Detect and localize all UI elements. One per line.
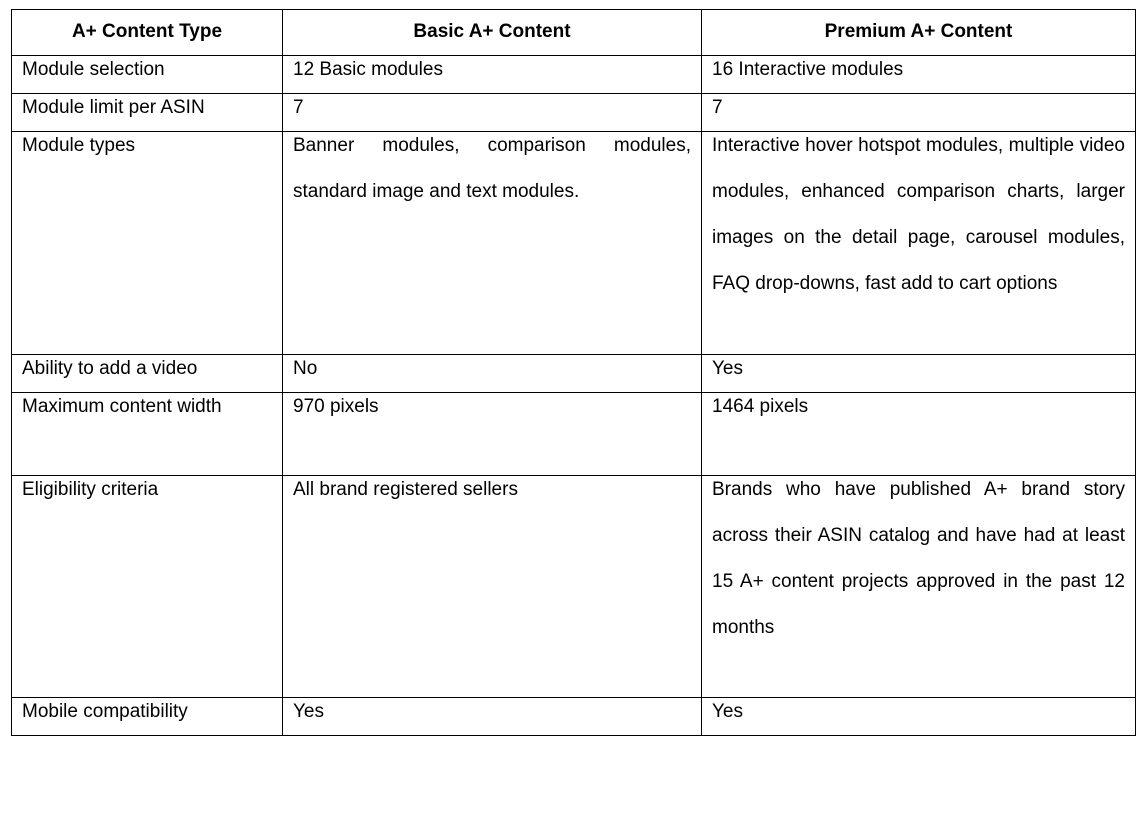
cell-text: Yes	[293, 701, 324, 722]
cell-text: Banner modules, comparison modules, standard image and text modules.	[293, 135, 691, 202]
basic-cell	[283, 132, 702, 355]
cell-text: Brands who have published A+ brand story across their ASIN catalog and have had at least 15 A+ content projects approved in the past 12 months	[712, 479, 1125, 638]
cell-text: Module types	[22, 135, 136, 156]
cell-text: 970 pixels	[293, 396, 379, 417]
cell-text: 1464 pixels	[712, 396, 809, 417]
cell-text: 12 Basic modules	[293, 59, 443, 80]
comparison-table-container	[11, 9, 1136, 736]
cell-text: 7	[293, 97, 304, 118]
table-row	[12, 476, 1136, 698]
header-basic-a-plus: Basic A+ Content	[283, 10, 702, 56]
row-label	[12, 132, 283, 355]
cell-text: Maximum content width	[22, 396, 222, 417]
premium-cell	[702, 393, 1136, 476]
cell-text: Module limit per ASIN	[22, 97, 205, 118]
cell-text: Ability to add a video	[22, 358, 198, 379]
cell-text: Interactive hover hotspot modules, multiple video modules, enhanced comparison charts, larger images on the detail page, carousel modules, FAQ drop-downs, fast add to cart options	[712, 135, 1125, 294]
header-premium-a-plus: Premium A+ Content	[702, 10, 1136, 56]
cell-text: Eligibility criteria	[22, 479, 159, 500]
cell-text: All brand registered sellers	[293, 479, 518, 500]
cell-text: Module selection	[22, 59, 165, 80]
premium-cell	[702, 476, 1136, 698]
cell-text: Yes	[712, 358, 743, 379]
basic-cell	[283, 393, 702, 476]
cell-text: Mobile compatibility	[22, 701, 188, 722]
table-row	[12, 132, 1136, 355]
table-row	[12, 698, 1136, 736]
cell-text: 7	[712, 97, 723, 118]
row-label	[12, 698, 283, 736]
row-label	[12, 476, 283, 698]
basic-cell	[283, 698, 702, 736]
cell-text: No	[293, 358, 318, 379]
basic-cell	[283, 476, 702, 698]
a-plus-content-comparison-table	[11, 9, 1136, 736]
header-content-type: A+ Content Type	[12, 10, 283, 56]
table-row	[12, 393, 1136, 476]
row-label	[12, 393, 283, 476]
premium-cell	[702, 132, 1136, 355]
premium-cell	[702, 698, 1136, 736]
cell-text: Yes	[712, 701, 743, 722]
cell-text: 16 Interactive modules	[712, 59, 904, 80]
